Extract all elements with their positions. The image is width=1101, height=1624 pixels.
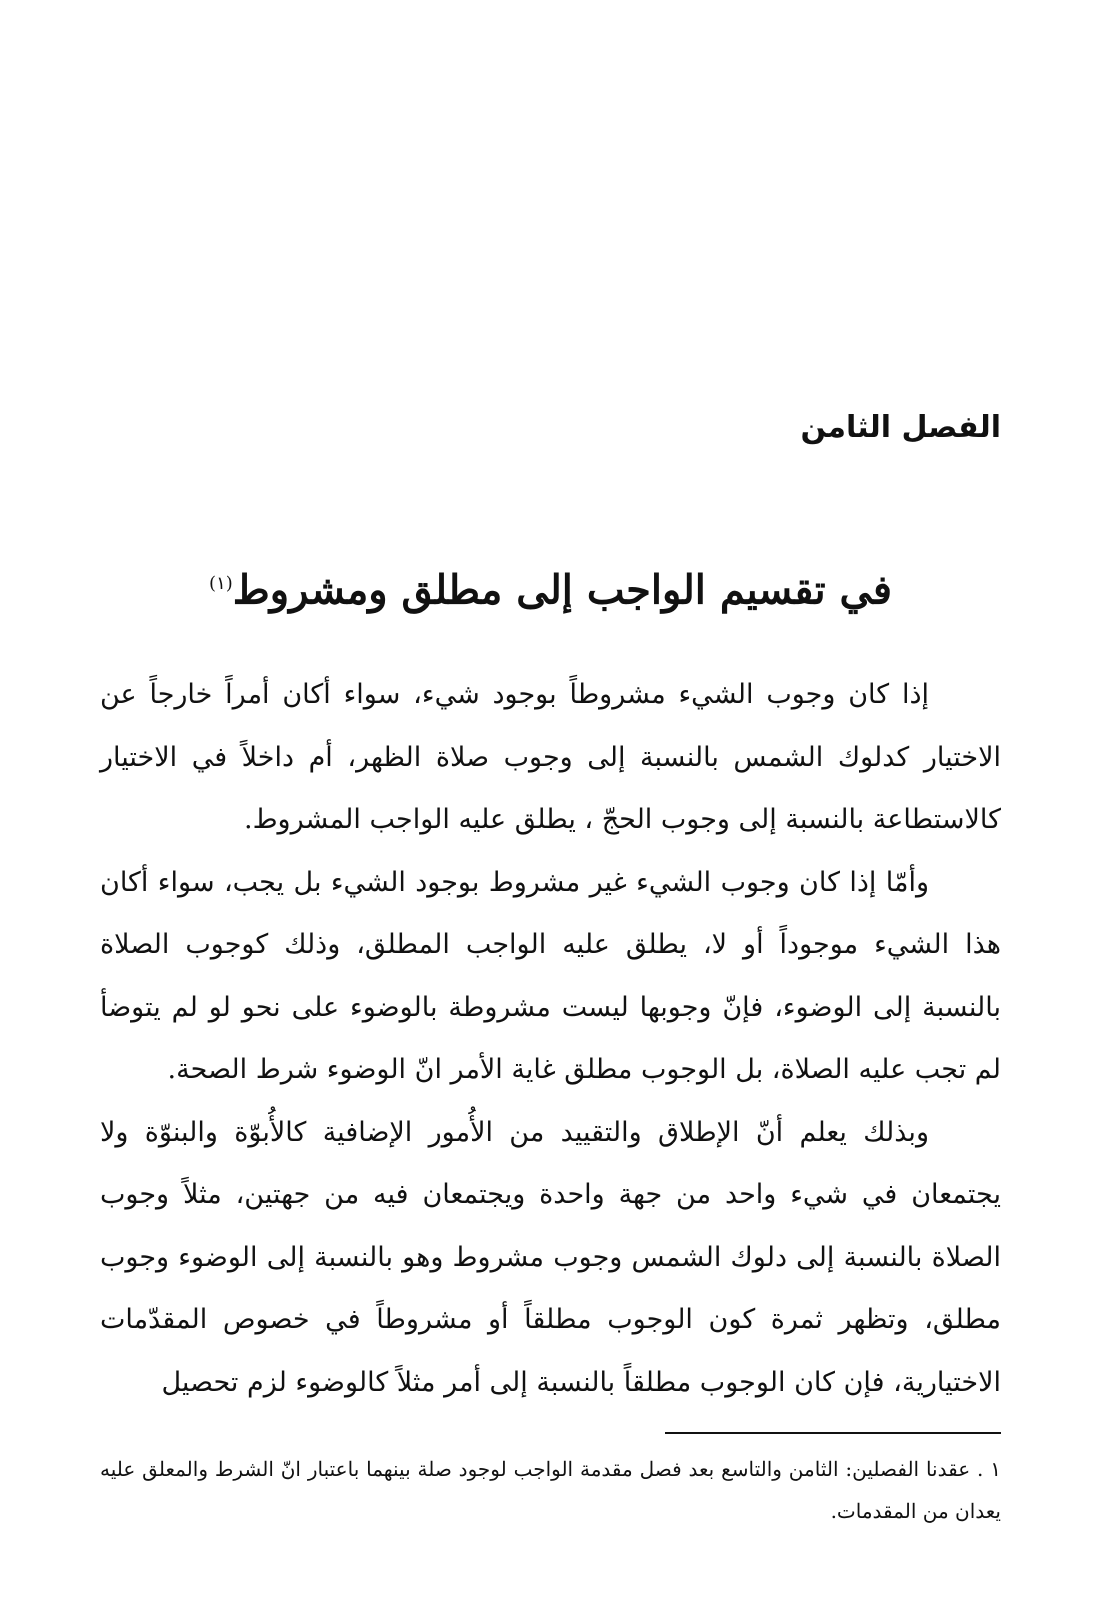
- chapter-title: [0, 556, 1101, 618]
- paragraph-2: وأمّا إذا كان وجوب الشيء غير مشروط بوجود الشيء بل يجب، سواء أكان هذا الشيء موجوداً أو لا، يطلق عليه الواجب المطلق، وذلك كوجوب الصلاة بالنسبة إلى الوضوء، فإنّ وجوبها ليست مشروطة بالوضوء على نحو لو لم يتوضأ لم تجب عليه الصلاة، بل الوجوب مطلق غاية الأمر انّ الوضوء شرط الصحة.: [100, 866, 1001, 1085]
- footnote-marker: (١): [209, 573, 233, 594]
- paragraph-3: وبذلك يعلم أنّ الإطلاق والتقييد من الأُمور الإضافية كالأُبوّة والبنوّة ولا يجتمعان في شيء واحد من جهة واحدة ويجتمعان فيه من جهتين، مثلاً وجوب الصلاة بالنسبة إلى دلوك الشمس وجوب مشروط وهو بالنسبة إلى الوضوء وجوب مطلق، وتظهر ثمرة كون الوجوب مطلقاً أو مشروطاً في خصوص المقدّمات الاختيارية، فإن كان الوجوب مطلقاً بالنسبة إلى أمر مثلاً كالوضوء لزم تحصيل: [100, 1116, 1001, 1398]
- chapter-label: الفصل الثامن: [800, 410, 1001, 445]
- footnote: ١ . عقدنا الفصلين: الثامن والتاسع بعد فصل مقدمة الواجب لوجود صلة بينهما باعتبار انّ الشرط والمعلق عليه يعدان من المقدمات.: [100, 1457, 1001, 1523]
- chapter-title-text: في تقسيم الواجب إلى مطلق ومشروط: [232, 566, 892, 614]
- footnote-divider: [665, 1432, 1001, 1434]
- body-text: [100, 664, 1001, 1414]
- paragraph-1: إذا كان وجوب الشيء مشروطاً بوجود شيء، سواء أكان أمراً خارجاً عن الاختيار كدلوك الشمس بالنسبة إلى وجوب صلاة الظهر، أم داخلاً في الاختيار كالاستطاعة بالنسبة إلى وجوب الحجّ ، يطلق عليه الواجب المشروط.: [100, 679, 1001, 835]
